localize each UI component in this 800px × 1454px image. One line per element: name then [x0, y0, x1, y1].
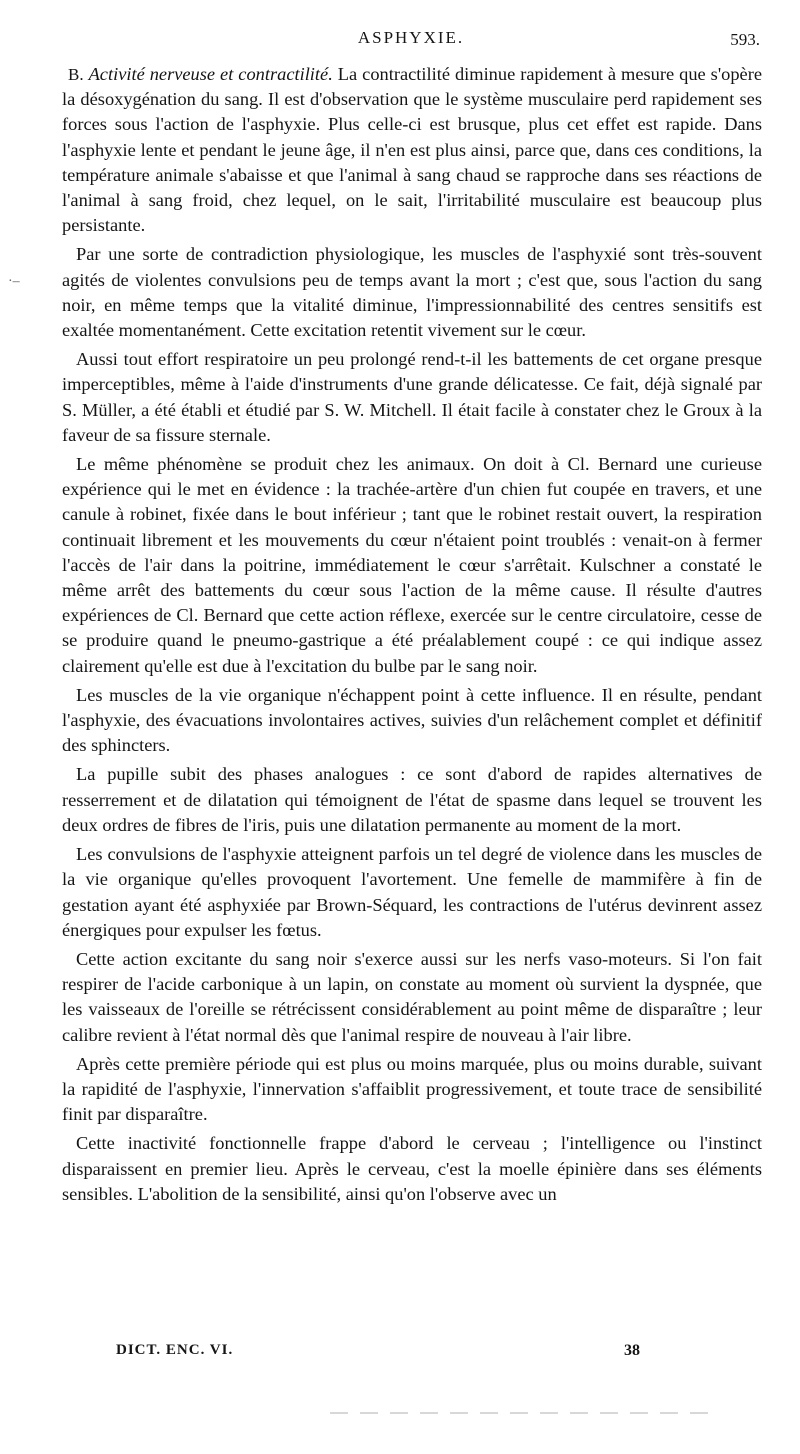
section-title: Activité nerveuse et contractilité.	[88, 64, 333, 84]
body-text	[62, 62, 762, 1211]
section-letter: B.	[68, 65, 84, 84]
running-head	[62, 28, 760, 54]
page-footer	[116, 1342, 690, 1368]
paragraph-8: Cette action excitante du sang noir s'exerce aussi sur les nerfs vaso-moteurs. Si l'on fait respirer de l'acide carbonique à un lapin, on constate au moment où survient la dyspnée, que les vaisseaux de l'oreille se rétrécissent considérablement au point même de disparaître ; leur calibre revient à l'état normal dès que l'animal respire de nouveau à l'air libre.	[62, 948, 762, 1045]
paragraph-3: Aussi tout effort respiratoire un peu prolongé rend-t-il les battements de cet organe presque imperceptibles, même à l'aide d'instruments d'une grande délicatesse. Ce fait, déjà signalé par S. Müller, a été établi et étudié par S. W. Mitchell. Il était facile à constater chez le Groux à la faveur de sa fissure sternale.	[62, 349, 762, 445]
paragraph-1	[62, 62, 762, 238]
scan-artifact	[330, 1412, 710, 1414]
paragraph-6: La pupille subit des phases analogues : ce sont d'abord de rapides alternatives de resserrement et de dilatation qui témoignent de l'état de spasme dans lequel se trouvent les deux ordres de fibres de l'iris, puis une dilatation permanente au moment de la mort.	[62, 764, 762, 835]
paragraph-7: Les convulsions de l'asphyxie atteignent parfois un tel degré de violence dans les muscles de la vie organique qu'elles provoquent l'avortement. Une femelle de mammifère à fin de gestation ayant été asphyxiée par Brown-Séquard, les contractions de l'utérus devinrent assez énergiques pour expulser les fœtus.	[62, 844, 762, 940]
paragraph-5: Les muscles de la vie organique n'échappent point à cette influence. Il en résulte, pendant l'asphyxie, des évacuations involontaires actives, suivies d'un relâchement complet et définitif des sphincters.	[62, 684, 762, 756]
page-number: 593.	[730, 30, 760, 49]
paragraph-9: Après cette première période qui est plus ou moins marquée, plus ou moins durable, suivant la rapidité de l'asphyxie, l'innervation s'affaiblit progressivement, et toute trace de sensibilité finit par disparaître.	[62, 1053, 762, 1125]
paragraph-text: La contractilité diminue rapidement à mesure que s'opère la désoxygénation du sang. Il est d'observation que le système musculaire perd rapidement ses forces sous l'action de l'asphyxie. Plus celle-ci est brusque, plus cet effet est rapide. Dans l'asphyxie lente et pendant le jeune âge, il n'en est plus ainsi, parce que, dans ces conditions, la température animale s'abaisse et que l'animal à sang chaud se rapproche dans ses réactions de l'animal à sang froid, chez lequel, on le sait, l'irritabilité musculaire est beaucoup plus persistante.	[62, 64, 762, 236]
paragraph-4: Le même phénomène se produit chez les animaux. On doit à Cl. Bernard une curieuse expérience qui le met en évidence : la trachée-artère d'un chien fut coupée en travers, et une canule à robinet, fixée dans le bout inférieur ; tant que le robinet restait ouvert, la respiration continuait librement et les mouvements du cœur n'étaient point troublés : venait-on à fermer l'accès de l'air dans la poitrine, immédiatement le cœur s'arrêtait. Kulschner a constaté le même arrêt des battements du cœur sous l'action de la même cause. Il résulte d'autres expériences de Cl. Bernard que cette action réflexe, exercée sur le centre circulatoire, cesse de se produire quand le pneumo-gastrique a été préalablement coupé : ce qui indique assez clairement qu'elle est due à l'excitation du bulbe par le sang noir.	[62, 454, 762, 676]
paragraph-10: Cette inactivité fonctionnelle frappe d'abord le cerveau ; l'intelligence ou l'instinct disparaissent en premier lieu. Après le cerveau, c'est la moelle épinière dans ses éléments sensibles. L'abolition de la sensibilité, ainsi qu'on l'observe avec un	[62, 1133, 762, 1204]
footer-sheet-number: 38	[624, 1342, 640, 1359]
running-title: ASPHYXIE.	[357, 28, 465, 47]
paragraph-2: Par une sorte de contradiction physiologique, les muscles de l'asphyxié sont très-souvent agités de violentes convulsions peu de temps avant la mort ; c'est que, sous l'action du sang noir, en même temps que la vitalité diminue, l'impressionnabilité des centres sensitifs est exaltée momentanément. Cette excitation retentit vivement sur le cœur.	[62, 244, 762, 341]
margin-mark: ·–	[8, 274, 20, 289]
footer-signature: DICT. ENC. VI.	[116, 1342, 234, 1358]
